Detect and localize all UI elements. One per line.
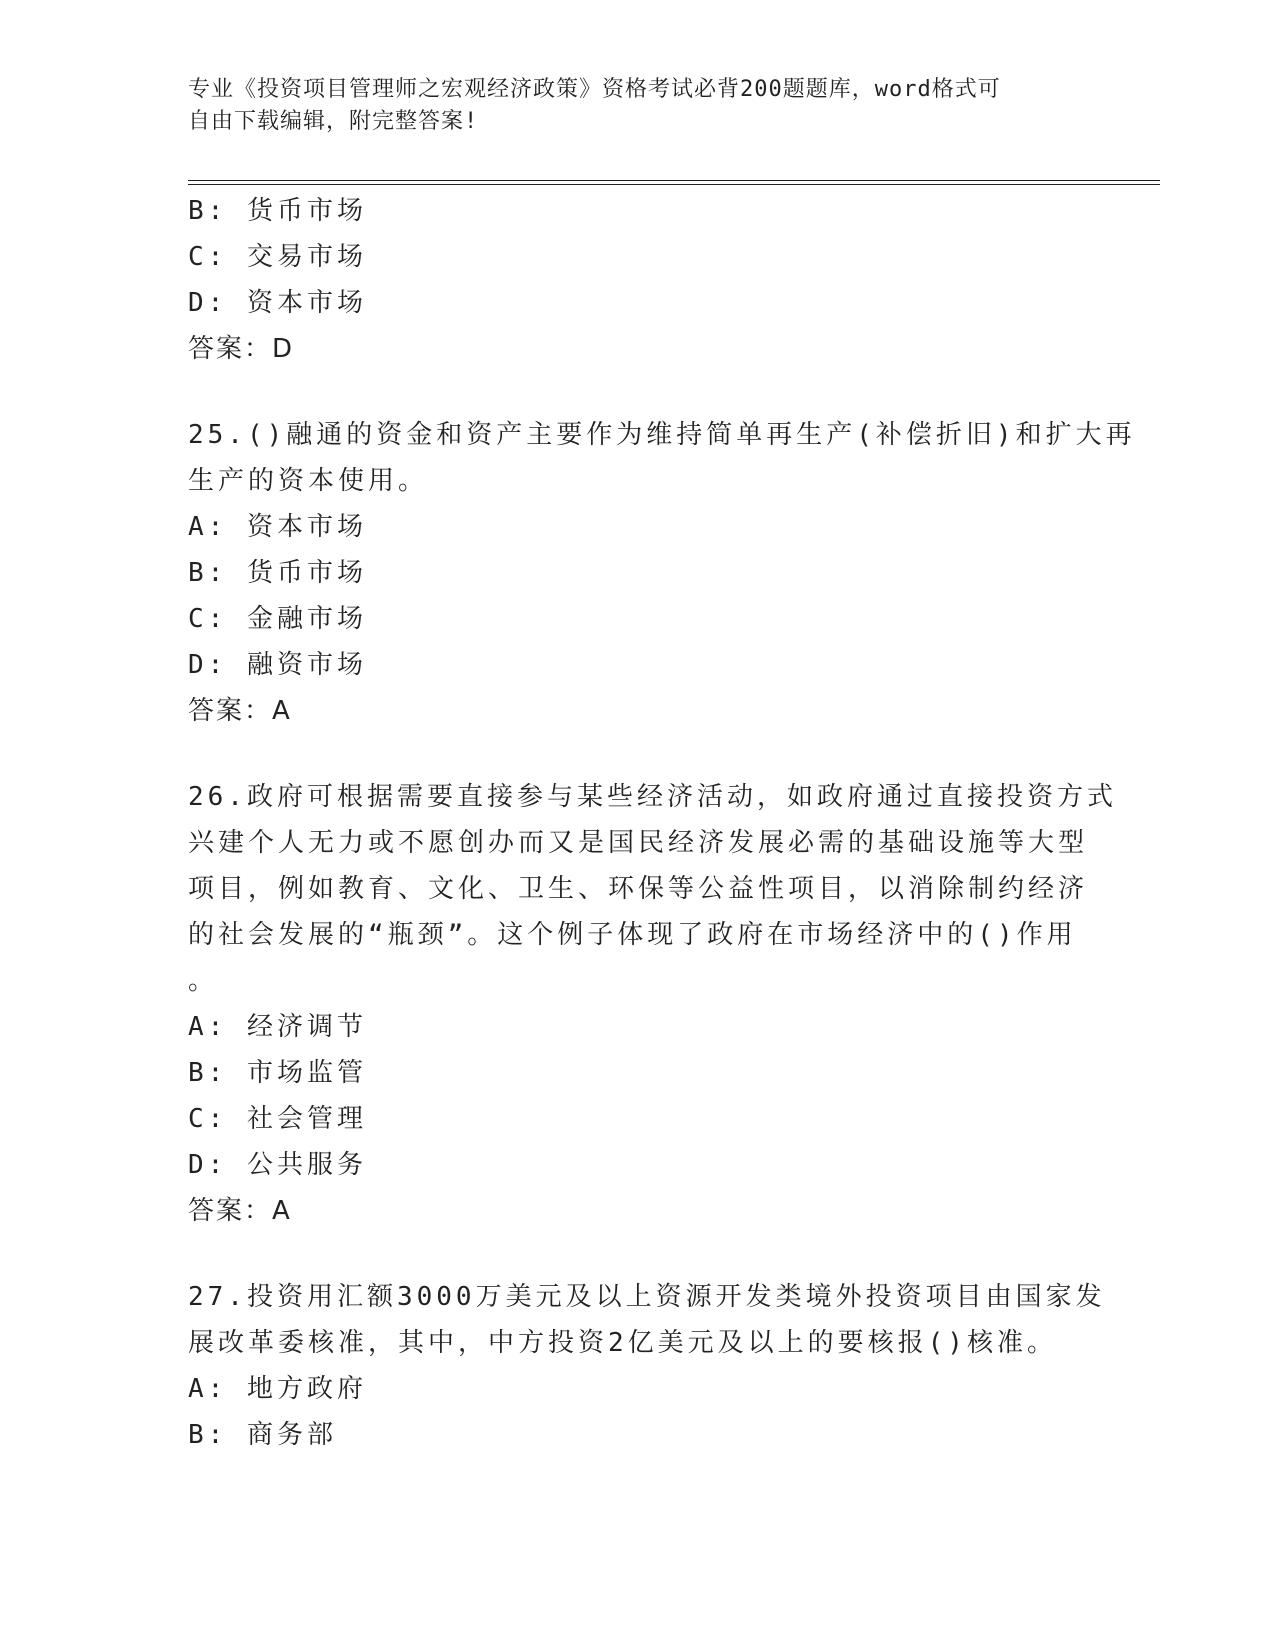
- option-a: A: 经济调节: [188, 1012, 367, 1042]
- spacer: [188, 372, 1088, 412]
- question-text-line: 项目，例如教育、文化、卫生、环保等公益性项目，以消除制约经济: [188, 874, 1089, 904]
- option-a: A: 地方政府: [188, 1374, 367, 1404]
- spacer: [188, 734, 1088, 774]
- question-text-line: 兴建个人无力或不愿创办而又是国民经济发展必需的基础设施等大型: [188, 828, 1089, 858]
- question-26: [188, 774, 1117, 1234]
- header-rule-bottom: [188, 184, 1160, 185]
- option-a: A: 资本市场: [188, 512, 367, 542]
- option-d: D: 资本市场: [188, 288, 367, 318]
- document-header: [188, 74, 1068, 138]
- header-line-2: 自由下载编辑，附完整答案!: [188, 109, 479, 134]
- header-rule-top: [188, 180, 1160, 181]
- option-d: D: 公共服务: [188, 1150, 367, 1180]
- option-b: B: 市场监管: [188, 1058, 367, 1088]
- spacer: [188, 1234, 1088, 1274]
- option-b: B: 商务部: [188, 1420, 337, 1450]
- answer: 答案：D: [188, 334, 295, 364]
- header-line-1: 专业《投资项目管理师之宏观经济政策》资格考试必背200题题库，word格式可: [188, 77, 1001, 102]
- question-text-line: 的社会发展的“瓶颈”。这个例子体现了政府在市场经济中的()作用: [188, 920, 1077, 950]
- answer: 答案：A: [188, 1196, 292, 1226]
- question-27: [188, 1274, 1106, 1458]
- question-text-line: 25.()融通的资金和资产主要作为维持简单再生产(补偿折旧)和扩大再: [188, 420, 1136, 450]
- option-c: C: 交易市场: [188, 242, 367, 272]
- question-text-line: 。: [188, 966, 219, 996]
- question-text-line: 生产的资本使用。: [188, 466, 429, 496]
- option-d: D: 融资市场: [188, 650, 367, 680]
- question-text-line: 展改革委核准，其中，中方投资2亿美元及以上的要核报()核准。: [188, 1328, 1057, 1358]
- question-25: [188, 412, 1136, 734]
- question-24: [188, 188, 1088, 372]
- option-c: C: 社会管理: [188, 1104, 367, 1134]
- answer: 答案：A: [188, 696, 292, 726]
- question-list: [188, 188, 1136, 1458]
- option-b: B: 货币市场: [188, 196, 367, 226]
- option-b: B: 货币市场: [188, 558, 367, 588]
- option-c: C: 金融市场: [188, 604, 367, 634]
- question-text-line: 27.投资用汇额3000万美元及以上资源开发类境外投资项目由国家发: [188, 1282, 1106, 1312]
- question-text-line: 26.政府可根据需要直接参与某些经济活动，如政府通过直接投资方式: [188, 782, 1117, 812]
